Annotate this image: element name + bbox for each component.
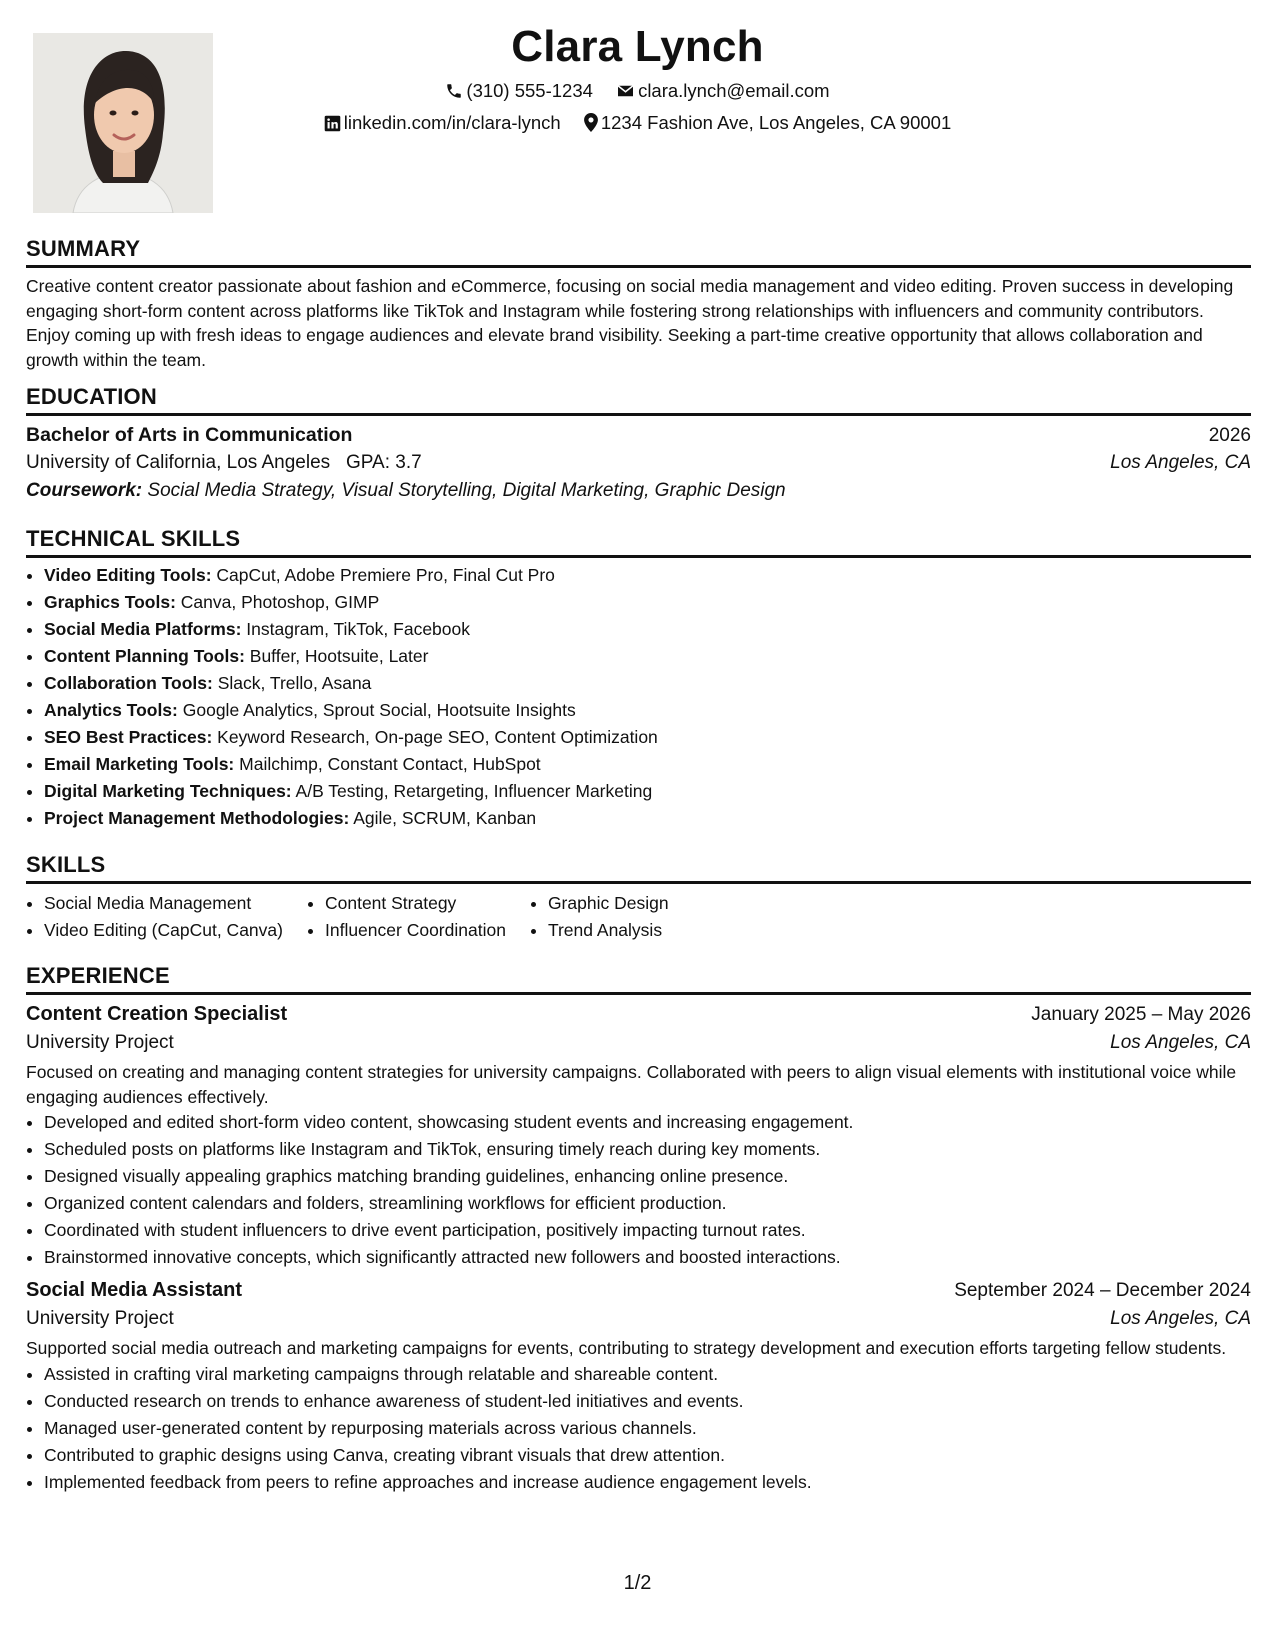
email-text: clara.lynch@email.com (638, 80, 830, 101)
phone-contact[interactable] (445, 80, 593, 102)
list-item: • Coordinated with student influencers to drive event participation, positively impacting turnout rates. (44, 1217, 1251, 1244)
education-row-1 (26, 424, 1251, 447)
job-title: Content Creation Specialist (26, 1003, 288, 1025)
graduation-year: 2026 (1208, 425, 1251, 446)
list-item (44, 751, 1251, 778)
list-item (44, 616, 1251, 643)
list-item: • Implemented feedback from peers to refine approaches and increase audience engagement levels. (44, 1469, 1251, 1496)
school-name: University of California, Los Angeles (26, 452, 331, 473)
skill-value: Keyword Research, On-page SEO, Content Optimization (217, 727, 658, 747)
job-org: University Project (26, 1032, 174, 1053)
list-item: • Designed visually appealing graphics matching branding guidelines, enhancing online presence. (44, 1163, 1251, 1190)
phone-text: (310) 555-1234 (466, 80, 593, 101)
section-heading-skills: SKILLS (26, 852, 1251, 884)
skill-value: Slack, Trello, Asana (217, 673, 372, 693)
skills-columns (26, 890, 1251, 944)
skill-value: CapCut, Adobe Premiere Pro, Final Cut Pro (216, 565, 555, 585)
skill-label: Digital Marketing Techniques: (44, 781, 292, 801)
skill-value: Canva, Photoshop, GIMP (180, 592, 380, 612)
list-item: • Trend Analysis (548, 917, 669, 944)
summary-text: Creative content creator passionate about fashion and eCommerce, focusing on social media management and video editing. Proven success in developing engaging short-form content across platforms like TikTok and Instagram while fostering strong relationships with influencers and community contributors. Enjoy coming up with fresh ideas to engage audiences and elevate brand visibility. Seeking a part-time creative opportunity that allows collaboration and growth within the team. (26, 276, 1234, 370)
job-title: Social Media Assistant (26, 1279, 242, 1301)
education-row-2 (26, 452, 1251, 474)
list-item (44, 697, 1251, 724)
coursework-label: Coursework: (26, 480, 143, 501)
list-item: • Graphic Design (548, 890, 669, 917)
skill-value: A/B Testing, Retargeting, Influencer Marketing (295, 781, 653, 801)
section-heading-education: EDUCATION (26, 384, 1251, 416)
skills-column-3 (530, 890, 669, 944)
skill-value: Instagram, TikTok, Facebook (246, 619, 471, 639)
job-header (26, 1279, 1251, 1302)
job-location: Los Angeles, CA (1110, 1308, 1251, 1329)
job-entry-2 (26, 1279, 1251, 1496)
list-item (44, 670, 1251, 697)
list-item: • Social Media Management (44, 890, 283, 917)
list-item: • Managed user-generated content by repurposing materials across various channels. (44, 1415, 1251, 1442)
list-item: • Contributed to graphic designs using Canva, creating vibrant visuals that drew attention. (44, 1442, 1251, 1469)
education-location: Los Angeles, CA (1110, 452, 1251, 473)
address-text: 1234 Fashion Ave, Los Angeles, CA 90001 (600, 112, 952, 133)
gpa: GPA: 3.7 (346, 452, 422, 473)
skill-label: SEO Best Practices: (44, 727, 213, 747)
email-contact[interactable] (616, 80, 830, 102)
list-item (44, 562, 1251, 589)
section-heading-summary: SUMMARY (26, 236, 1251, 268)
section-heading-experience: EXPERIENCE (26, 963, 1251, 995)
list-item: • Conducted research on trends to enhance awareness of student-led initiatives and events. (44, 1388, 1251, 1415)
list-item (44, 805, 1251, 832)
job-dates: September 2024 – December 2024 (954, 1280, 1251, 1301)
technical-skills-list (26, 562, 1251, 832)
skills-section (26, 852, 1251, 944)
coursework-line (26, 480, 1251, 502)
job-dates: January 2025 – May 2026 (1031, 1004, 1251, 1025)
address-contact (584, 112, 951, 134)
section-heading-technical-skills: TECHNICAL SKILLS (26, 526, 1251, 558)
list-item: • Organized content calendars and folders, streamlining workflows for efficient production. (44, 1190, 1251, 1217)
technical-skills-section (26, 526, 1251, 832)
list-item: • Content Strategy (325, 890, 506, 917)
education-section (26, 384, 1251, 502)
summary-section (26, 236, 1251, 372)
list-item (44, 724, 1251, 751)
experience-section (26, 963, 1251, 1496)
skills-column-2 (307, 890, 506, 944)
skill-label: Analytics Tools: (44, 700, 178, 720)
list-item: • Brainstormed innovative concepts, which significantly attracted new followers and boosted interactions. (44, 1244, 1251, 1271)
skill-value: Buffer, Hootsuite, Later (249, 646, 429, 666)
linkedin-contact[interactable] (324, 112, 561, 134)
list-item (44, 589, 1251, 616)
job-org: University Project (26, 1308, 174, 1329)
job-subheader (26, 1032, 1251, 1054)
job-summary: Supported social media outreach and marketing campaigns for events, contributing to strategy development and execution efforts targeting fellow students. (26, 1338, 1227, 1358)
page-number: 1/2 (623, 1572, 652, 1594)
job-summary: Focused on creating and managing content strategies for university campaigns. Collaborated with peers to align visual elements with institutional voice while engaging audiences effectively. (26, 1062, 1237, 1107)
skill-value: Mailchimp, Constant Contact, HubSpot (239, 754, 541, 774)
skill-label: Video Editing Tools: (44, 565, 212, 585)
skill-label: Email Marketing Tools: (44, 754, 235, 774)
skill-label: Collaboration Tools: (44, 673, 213, 693)
contact-row-2 (0, 112, 1275, 134)
contact-row-1 (0, 80, 1275, 102)
degree: Bachelor of Arts in Communication (26, 424, 353, 446)
candidate-name: Clara Lynch (511, 22, 764, 71)
job-location: Los Angeles, CA (1110, 1032, 1251, 1053)
phone-icon (445, 82, 463, 100)
job-bullets (26, 1361, 1251, 1496)
skill-label: Content Planning Tools: (44, 646, 245, 666)
job-entry-1 (26, 1003, 1251, 1271)
list-item (44, 778, 1251, 805)
list-item: • Scheduled posts on platforms like Instagram and TikTok, ensuring timely reach during key moments. (44, 1136, 1251, 1163)
job-bullets (26, 1109, 1251, 1271)
skill-value: Agile, SCRUM, Kanban (353, 808, 537, 828)
skill-value: Google Analytics, Sprout Social, Hootsuite Insights (182, 700, 576, 720)
coursework-list: Social Media Strategy, Visual Storytelling, Digital Marketing, Graphic Design (147, 480, 786, 501)
skill-label: Graphics Tools: (44, 592, 176, 612)
skills-column-1 (26, 890, 283, 944)
list-item: • Developed and edited short-form video content, showcasing student events and increasing engagement. (44, 1109, 1251, 1136)
list-item: • Video Editing (CapCut, Canva) (44, 917, 283, 944)
list-item: • Assisted in crafting viral marketing campaigns through relatable and shareable content. (44, 1361, 1251, 1388)
job-header (26, 1003, 1251, 1026)
linkedin-icon (324, 115, 341, 132)
map-pin-icon (584, 113, 598, 132)
linkedin-text: linkedin.com/in/clara-lynch (343, 112, 561, 133)
school-line (26, 452, 422, 474)
list-item (44, 643, 1251, 670)
skill-label: Social Media Platforms: (44, 619, 242, 639)
job-subheader (26, 1308, 1251, 1330)
envelope-icon (616, 82, 635, 100)
list-item: • Influencer Coordination (325, 917, 506, 944)
skill-label: Project Management Methodologies: (44, 808, 350, 828)
